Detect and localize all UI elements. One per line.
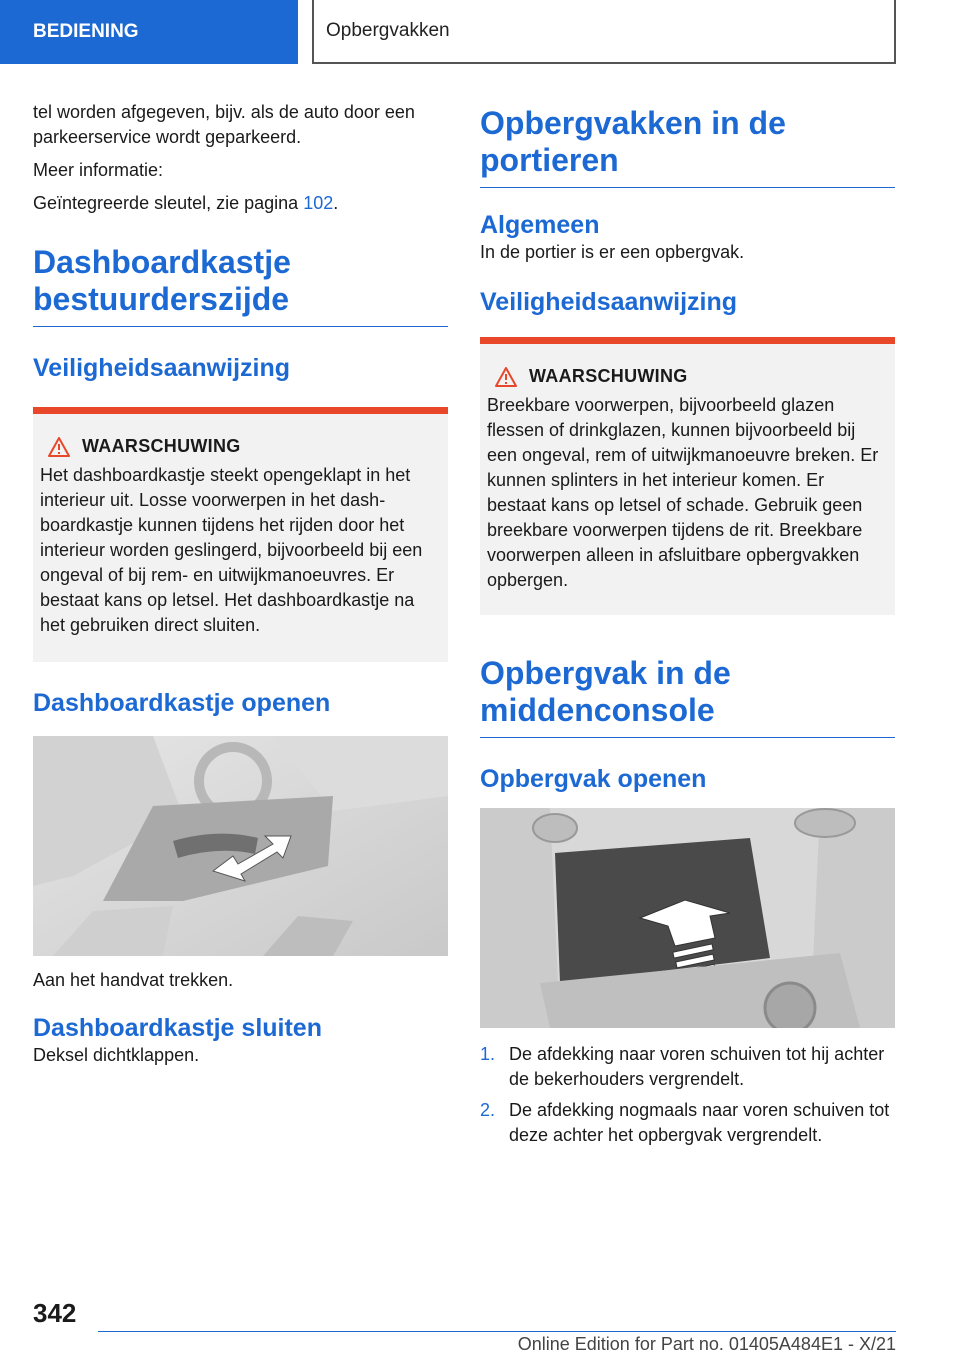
warning-triangle-icon	[495, 367, 517, 387]
left-column	[33, 100, 448, 1068]
warning-text-right: Breekbare voorwerpen, bijvoorbeeld glazen flessen of drinkglazen, kunnen bijvoorbeeld bij een ongeval, rem of uitwijkmanoeuvre breken. Er kunnen splinters in het interieur komen. Er bestaat kans op letsel of schade. Gebruik geen breekbare voorwerpen tijdens de rit. Breekbare voorwerpen alleen in afsluitbare opbergvakken opbergen.	[487, 395, 879, 590]
steps-list	[480, 1042, 895, 1148]
section-label: BEDIENING	[33, 21, 139, 42]
footer-edition: Online Edition for Part no. 01405A484E1 - X/21	[517, 1334, 896, 1354]
chapter-title: Opbergvakken	[326, 20, 450, 41]
warning-header	[40, 436, 440, 457]
warning-box-right	[480, 337, 895, 615]
heading-safety-left: Veiligheidsaanwijzing	[33, 354, 291, 382]
warning-triangle-icon	[48, 437, 70, 457]
intro-text: tel worden afgegeven, bijv. als de auto door een parkeerservice wordt geparkeerd.	[33, 102, 415, 147]
text-general: In de portier is er een opbergvak.	[480, 242, 745, 262]
caption-open: Aan het handvat trekken.	[33, 970, 234, 990]
step-text: De afdekking naar voren schuiven tot hij achter de bekerhouders vergrendelt.	[509, 1044, 885, 1089]
heading-open-glovebox: Dashboardkastje openen	[33, 689, 331, 717]
warning-title-right: WAARSCHUWING	[529, 366, 688, 386]
heading-close-glovebox: Dashboardkastje sluiten	[33, 1014, 322, 1042]
warning-text: Het dashboardkastje steekt opengeklapt in het interieur uit. Losse voorwerpen in het dashboardkastje kunnen tijdens het rijden door het interieur worden geslingerd, bijvoorbeeld bij een ongeval of bij rem- en uitwijkmanoeuvres. Er bestaat kans op letsel. Het dashboardkastje na het gebruiken direct sluiten.	[40, 465, 423, 635]
right-column	[480, 105, 895, 1148]
chapter-header	[312, 0, 896, 64]
more-info-label: Meer informatie:	[33, 160, 164, 180]
step-number: 2.	[480, 1100, 496, 1120]
warning-box-left	[33, 407, 448, 662]
list-item	[480, 1098, 895, 1148]
warning-header-right	[487, 366, 887, 387]
console-figure	[480, 808, 895, 1028]
console-illustration	[480, 808, 895, 1028]
step-number: 1.	[480, 1044, 496, 1064]
reference-end: .	[333, 193, 339, 213]
warning-title: WAARSCHUWING	[82, 436, 241, 456]
heading-center-console: Opbergvak in de middenconsole	[480, 655, 895, 738]
heading-dashboard-glovebox: Dashboardkastje bestuurderszijde	[33, 244, 448, 327]
list-item	[480, 1042, 895, 1092]
heading-door-storage: Opbergvakken in de portieren	[480, 105, 895, 188]
glovebox-figure	[33, 736, 448, 956]
heading-open-compartment: Opbergvak openen	[480, 765, 707, 793]
heading-safety-right: Veiligheidsaanwijzing	[480, 288, 738, 316]
glovebox-illustration	[33, 736, 448, 956]
section-tab[interactable]	[0, 0, 298, 64]
footer-divider	[98, 1331, 896, 1332]
heading-general: Algemeen	[480, 211, 600, 239]
reference-line	[33, 191, 448, 216]
page-number: 342	[33, 1298, 77, 1328]
text-close: Deksel dichtklappen.	[33, 1045, 200, 1065]
step-text: De afdekking nogmaals naar voren schuiven tot deze achter het opbergvak vergrendelt.	[509, 1100, 890, 1145]
page-reference-link[interactable]: 102	[303, 193, 334, 213]
reference-text: Geïntegreerde sleutel, zie pagina	[33, 193, 304, 213]
